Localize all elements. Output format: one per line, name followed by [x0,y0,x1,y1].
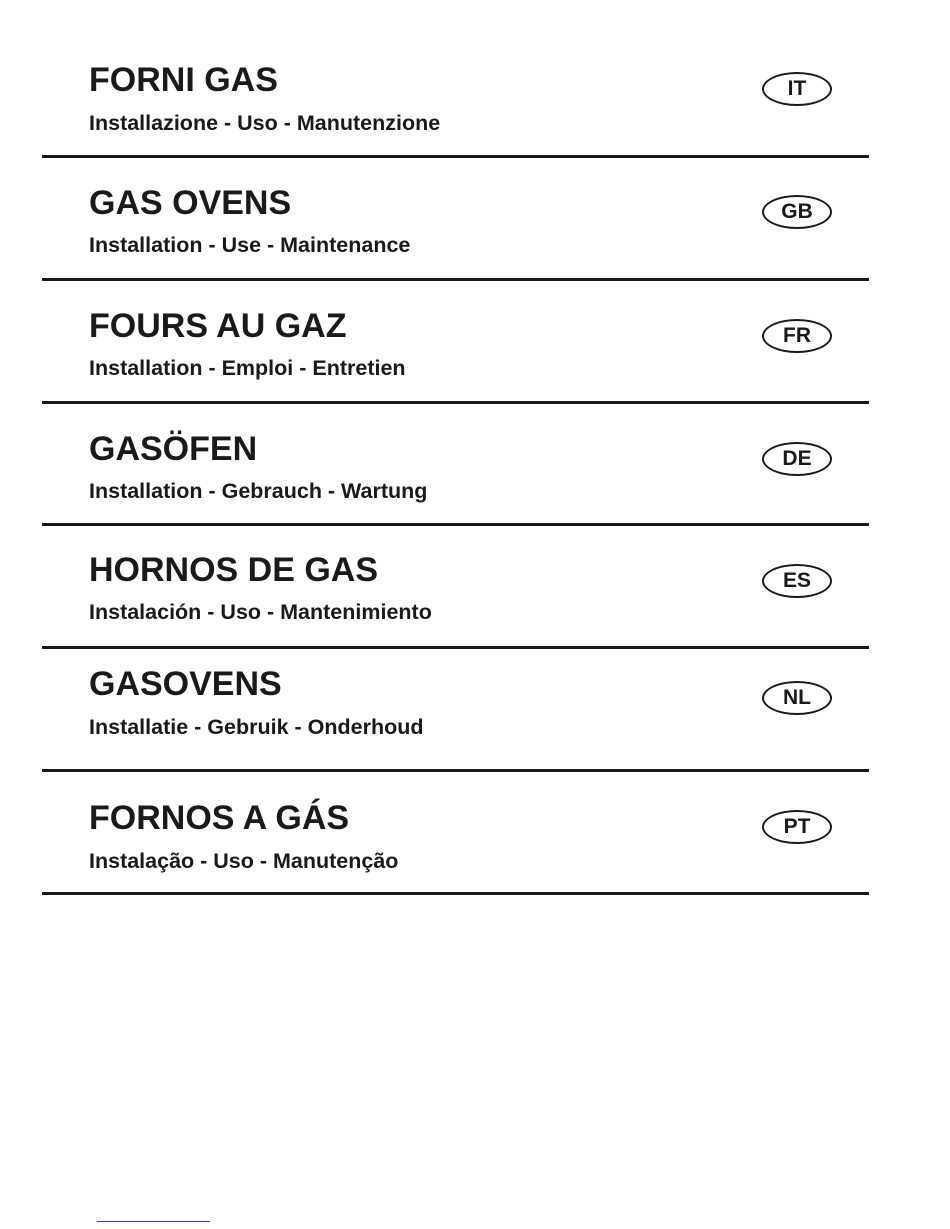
section-title-fr: FOURS AU GAZ [89,307,347,345]
section-title-de: GASÖFEN [89,430,258,468]
section-subtitle-pt: Instalação - Uso - Manutenção [89,849,399,873]
section-divider [42,155,869,158]
section-title-es: HORNOS DE GAS [89,551,379,589]
language-badge-nl: NL [762,681,832,715]
section-subtitle-es: Instalación - Uso - Mantenimiento [89,600,432,624]
section-divider [42,646,869,649]
section-subtitle-gb: Installation - Use - Maintenance [89,233,411,257]
language-badge-gb: GB [762,195,832,229]
language-badge-de: DE [762,442,832,476]
section-divider [42,769,869,772]
section-divider [42,278,869,281]
section-divider [42,523,869,526]
section-subtitle-nl: Installatie - Gebruik - Onderhoud [89,715,424,739]
language-badge-fr: FR [762,319,832,353]
section-divider [42,401,869,404]
section-subtitle-de: Installation - Gebrauch - Wartung [89,479,428,503]
section-subtitle-fr: Installation - Emploi - Entretien [89,356,406,380]
section-title-gb: GAS OVENS [89,184,292,222]
section-title-nl: GASOVENS [89,665,282,703]
footer-underline [97,1221,210,1222]
language-badge-it: IT [762,72,832,106]
section-title-pt: FORNOS A GÁS [89,799,350,837]
language-badge-pt: PT [762,810,832,844]
language-badge-es: ES [762,564,832,598]
section-subtitle-it: Installazione - Uso - Manutenzione [89,111,441,135]
section-divider [42,892,869,895]
section-title-it: FORNI GAS [89,61,278,99]
